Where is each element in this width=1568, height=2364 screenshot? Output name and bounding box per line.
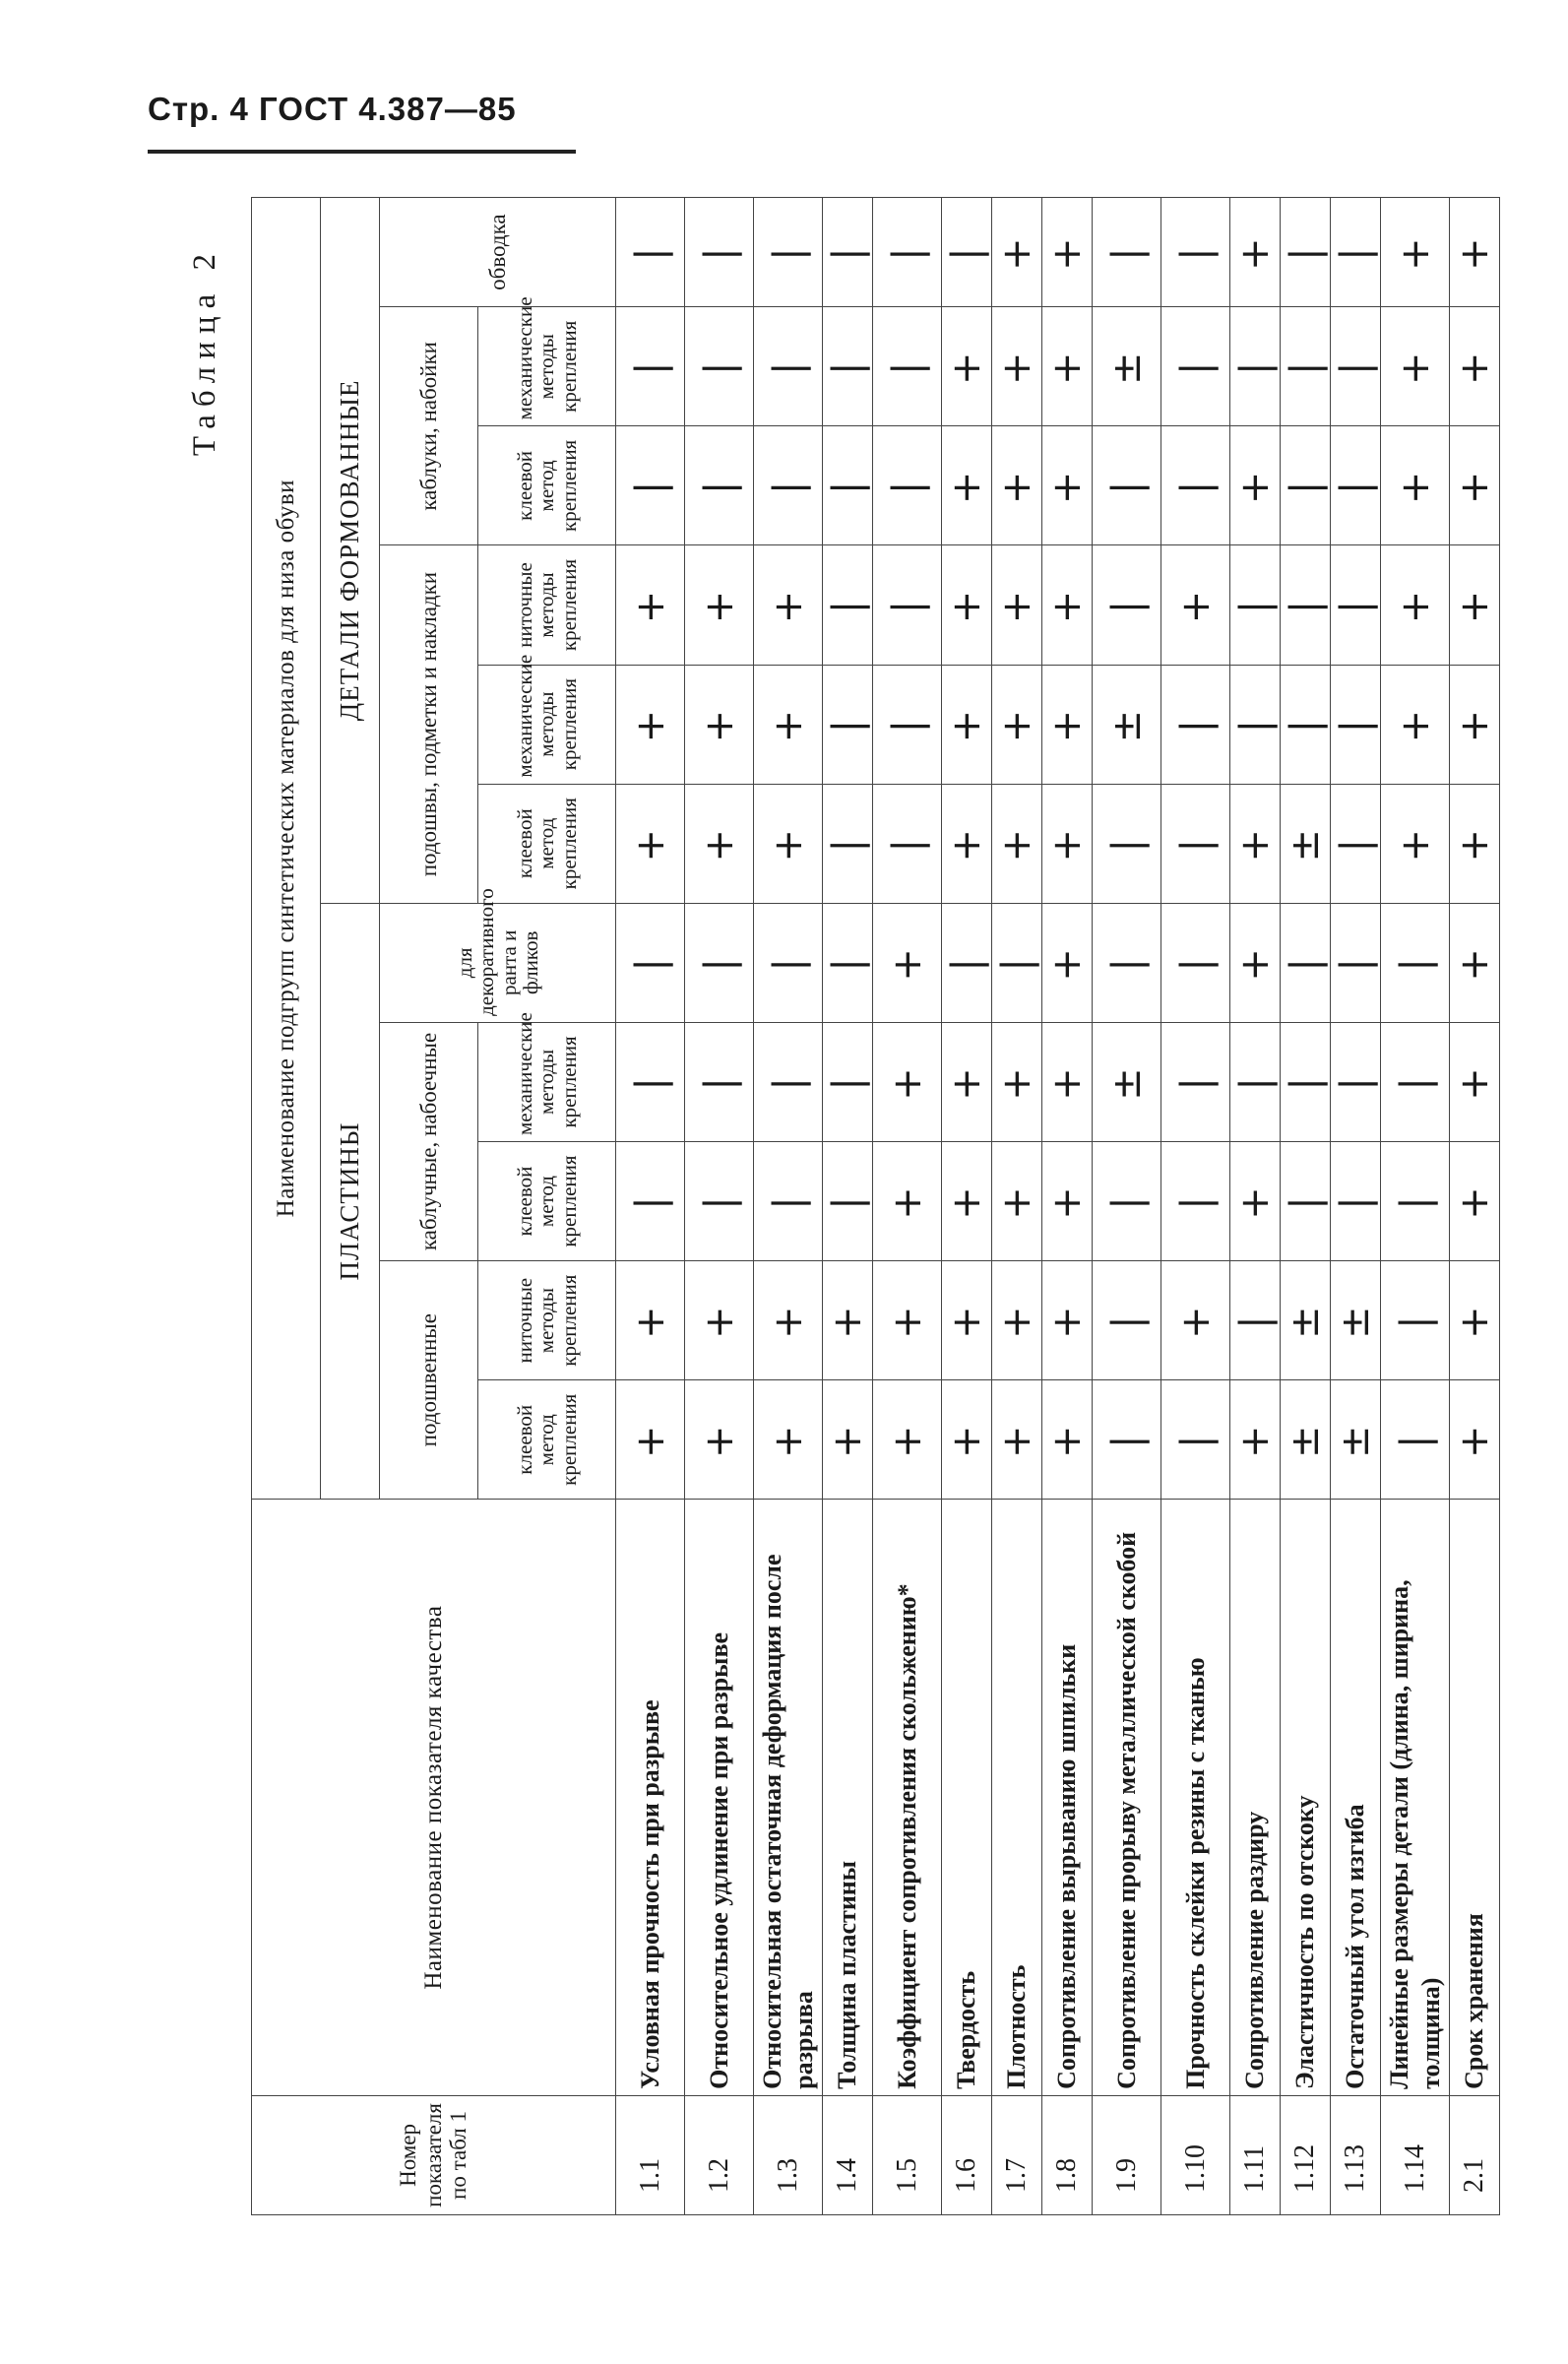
row-mark: + bbox=[942, 665, 992, 784]
row-mark: | bbox=[1230, 1261, 1281, 1380]
row-mark: + bbox=[823, 1261, 873, 1380]
row-indicator-name: Сопротивление вырыванию шпильки bbox=[1042, 1500, 1093, 2096]
row-mark: | bbox=[1161, 307, 1230, 426]
row-mark: + bbox=[754, 665, 823, 784]
header-glue-2: клеевой метод крепления bbox=[478, 1141, 616, 1260]
row-mark: + bbox=[992, 1141, 1042, 1260]
row-mark: | bbox=[1230, 665, 1281, 784]
row-mark: | bbox=[823, 426, 873, 545]
row-mark: | bbox=[1381, 1141, 1450, 1260]
row-indicator-name: Толщина пластины bbox=[823, 1500, 873, 2096]
row-mark: + bbox=[992, 426, 1042, 545]
header-index: Номер показателя по табл 1 bbox=[252, 2095, 616, 2214]
row-number: 1.4 bbox=[823, 2095, 873, 2214]
row-mark: + bbox=[1381, 307, 1450, 426]
header-glue-3: клеевой метод крепления bbox=[478, 784, 616, 903]
row-number: 1.11 bbox=[1230, 2095, 1281, 2214]
row-mark: + bbox=[942, 426, 992, 545]
row-mark: + bbox=[873, 1261, 942, 1380]
row-mark: + bbox=[1042, 426, 1093, 545]
row-mark: + bbox=[1450, 1022, 1500, 1141]
row-mark: + bbox=[942, 784, 992, 903]
row-mark: | bbox=[1161, 426, 1230, 545]
row-mark: | bbox=[754, 1141, 823, 1260]
row-mark: | bbox=[616, 198, 685, 307]
row-mark: | bbox=[942, 198, 992, 307]
header-thread-3: ниточные методы крепления bbox=[478, 545, 616, 665]
row-mark: + bbox=[1042, 784, 1093, 903]
row-mark: | bbox=[1281, 903, 1331, 1022]
row-number: 2.1 bbox=[1450, 2095, 1500, 2214]
row-mark: + bbox=[1381, 545, 1450, 665]
row-mark: + bbox=[942, 1141, 992, 1260]
row-mark: | bbox=[1331, 545, 1381, 665]
row-mark: | bbox=[1093, 784, 1161, 903]
row-indicator-name: Сопротивление прорыву металлической скобой bbox=[1093, 1500, 1161, 2096]
row-mark: | bbox=[1331, 426, 1381, 545]
row-mark: | bbox=[1093, 903, 1161, 1022]
row-mark: | bbox=[1161, 1141, 1230, 1260]
row-indicator-name: Остаточный угол изгиба bbox=[1331, 1500, 1381, 2096]
row-mark: | bbox=[616, 1022, 685, 1141]
row-mark: ± bbox=[1281, 784, 1331, 903]
row-number: 1.2 bbox=[685, 2095, 754, 2214]
row-mark: | bbox=[1281, 198, 1331, 307]
row-mark: | bbox=[1161, 198, 1230, 307]
row-indicator-name: Прочность склейки резины с тканью bbox=[1161, 1500, 1230, 2096]
row-mark: + bbox=[942, 1022, 992, 1141]
row-mark: + bbox=[1450, 1261, 1500, 1380]
row-mark: | bbox=[1093, 1141, 1161, 1260]
row-mark: + bbox=[1230, 784, 1281, 903]
row-mark: | bbox=[1281, 1141, 1331, 1260]
row-mark: + bbox=[1042, 1022, 1093, 1141]
table-row bbox=[1161, 198, 1230, 2215]
header-rim: обводка bbox=[380, 198, 616, 307]
row-mark: + bbox=[1042, 665, 1093, 784]
row-mark: | bbox=[685, 1022, 754, 1141]
row-number: 1.13 bbox=[1331, 2095, 1381, 2214]
table-row bbox=[873, 198, 942, 2215]
row-number: 1.6 bbox=[942, 2095, 992, 2214]
row-mark: | bbox=[873, 426, 942, 545]
row-mark: + bbox=[685, 1261, 754, 1380]
row-mark: | bbox=[1331, 665, 1381, 784]
row-mark: | bbox=[685, 198, 754, 307]
row-mark: | bbox=[1093, 545, 1161, 665]
row-mark: + bbox=[942, 545, 992, 665]
table-row bbox=[823, 198, 873, 2215]
row-mark: | bbox=[873, 198, 942, 307]
header-soles: подошвы, подметки и накладки bbox=[380, 545, 478, 903]
row-mark: | bbox=[942, 903, 992, 1022]
row-mark: | bbox=[616, 903, 685, 1022]
row-mark: | bbox=[616, 1141, 685, 1260]
row-mark: + bbox=[685, 1380, 754, 1500]
table-row bbox=[1093, 198, 1161, 2215]
row-number: 1.8 bbox=[1042, 2095, 1093, 2214]
row-mark: | bbox=[992, 903, 1042, 1022]
row-mark: + bbox=[992, 1261, 1042, 1380]
quality-table bbox=[251, 197, 1500, 2215]
row-mark: + bbox=[1450, 1380, 1500, 1500]
row-mark: + bbox=[992, 198, 1042, 307]
row-mark: + bbox=[685, 784, 754, 903]
row-mark: + bbox=[942, 1261, 992, 1380]
row-mark: | bbox=[1093, 426, 1161, 545]
row-mark: ± bbox=[1281, 1261, 1331, 1380]
row-mark: + bbox=[1042, 307, 1093, 426]
row-mark: | bbox=[823, 903, 873, 1022]
row-mark: + bbox=[1230, 1380, 1281, 1500]
table-row bbox=[1381, 198, 1450, 2215]
row-number: 1.7 bbox=[992, 2095, 1042, 2214]
row-mark: | bbox=[1230, 545, 1281, 665]
row-mark: | bbox=[823, 545, 873, 665]
row-mark: + bbox=[616, 545, 685, 665]
row-mark: + bbox=[616, 784, 685, 903]
row-mark: | bbox=[1381, 1261, 1450, 1380]
row-mark: + bbox=[1230, 903, 1281, 1022]
row-mark: | bbox=[1281, 307, 1331, 426]
row-mark: + bbox=[873, 1380, 942, 1500]
header-heel-plates: каблучные, набоечные bbox=[380, 1022, 478, 1260]
row-mark: + bbox=[873, 903, 942, 1022]
row-mark: + bbox=[754, 545, 823, 665]
row-mark: + bbox=[1230, 1141, 1281, 1260]
row-mark: + bbox=[942, 307, 992, 426]
row-mark: + bbox=[992, 784, 1042, 903]
row-number: 1.10 bbox=[1161, 2095, 1230, 2214]
table-row bbox=[685, 198, 754, 2215]
row-mark: + bbox=[1042, 903, 1093, 1022]
row-mark: + bbox=[823, 1380, 873, 1500]
row-mark: | bbox=[823, 198, 873, 307]
row-mark: | bbox=[1093, 1261, 1161, 1380]
table-caption: Таблица 2 bbox=[187, 246, 222, 457]
header-decorative: для декоративного ранта и фликов bbox=[380, 903, 616, 1022]
row-mark: ± bbox=[1093, 307, 1161, 426]
row-indicator-name: Линейные размеры детали (длина, ширина, толщина) bbox=[1381, 1500, 1450, 2096]
table-row bbox=[942, 198, 992, 2215]
table-row bbox=[1042, 198, 1093, 2215]
row-mark: + bbox=[992, 1380, 1042, 1500]
row-mark: + bbox=[1450, 665, 1500, 784]
row-number: 1.14 bbox=[1381, 2095, 1450, 2214]
row-mark: | bbox=[823, 1141, 873, 1260]
row-mark: | bbox=[1230, 1022, 1281, 1141]
row-indicator-name: Эластичность по отскоку bbox=[1281, 1500, 1331, 2096]
row-number: 1.9 bbox=[1093, 2095, 1161, 2214]
row-mark: + bbox=[1230, 426, 1281, 545]
page-header bbox=[148, 91, 576, 154]
row-mark: + bbox=[1230, 198, 1281, 307]
header-group: Наименование подгрупп синтетических материалов для низа обуви bbox=[252, 198, 321, 1500]
row-number: 1.12 bbox=[1281, 2095, 1331, 2214]
row-mark: | bbox=[1381, 1022, 1450, 1141]
row-mark: + bbox=[873, 1141, 942, 1260]
row-mark: + bbox=[616, 665, 685, 784]
row-mark: | bbox=[873, 784, 942, 903]
row-mark: | bbox=[1331, 1141, 1381, 1260]
row-mark: + bbox=[1042, 198, 1093, 307]
row-mark: + bbox=[942, 1380, 992, 1500]
row-mark: | bbox=[1381, 903, 1450, 1022]
row-mark: ± bbox=[1281, 1380, 1331, 1500]
row-mark: + bbox=[754, 1261, 823, 1380]
row-mark: + bbox=[1042, 1261, 1093, 1380]
row-mark: + bbox=[873, 1022, 942, 1141]
header-name: Наименование показателя качества bbox=[252, 1500, 616, 2096]
row-mark: | bbox=[823, 665, 873, 784]
row-mark: | bbox=[1161, 784, 1230, 903]
table-row bbox=[992, 198, 1042, 2215]
row-mark: + bbox=[1450, 1141, 1500, 1260]
row-mark: | bbox=[1230, 307, 1281, 426]
row-mark: | bbox=[823, 1022, 873, 1141]
row-mark: + bbox=[1042, 545, 1093, 665]
row-mark: + bbox=[992, 1022, 1042, 1141]
row-mark: | bbox=[873, 545, 942, 665]
header-glue-1: клеевой метод крепления bbox=[478, 1380, 616, 1500]
row-mark: + bbox=[1042, 1141, 1093, 1260]
row-mark: + bbox=[1381, 784, 1450, 903]
row-indicator-name: Относительная остаточная деформация после разрыва bbox=[754, 1500, 823, 2096]
header-thread-1: ниточные методы крепления bbox=[478, 1261, 616, 1380]
row-mark: + bbox=[1381, 198, 1450, 307]
row-mark: | bbox=[1161, 1022, 1230, 1141]
row-mark: | bbox=[1331, 198, 1381, 307]
row-mark: | bbox=[873, 307, 942, 426]
row-mark: + bbox=[1450, 903, 1500, 1022]
table-row bbox=[1230, 198, 1281, 2215]
page-header-text: Стр. 4 ГОСТ 4.387—85 bbox=[148, 91, 517, 127]
row-mark: | bbox=[1161, 665, 1230, 784]
header-sole-plates: подошвенные bbox=[380, 1261, 478, 1500]
row-mark: + bbox=[1450, 545, 1500, 665]
row-mark: | bbox=[1331, 903, 1381, 1022]
row-mark: | bbox=[754, 903, 823, 1022]
row-mark: + bbox=[754, 1380, 823, 1500]
row-mark: | bbox=[685, 903, 754, 1022]
row-mark: | bbox=[754, 198, 823, 307]
row-mark: + bbox=[1450, 426, 1500, 545]
row-mark: | bbox=[1381, 1380, 1450, 1500]
header-mech-2: механические методы крепления bbox=[478, 1022, 616, 1141]
row-mark: | bbox=[1331, 307, 1381, 426]
row-number: 1.3 bbox=[754, 2095, 823, 2214]
row-mark: | bbox=[823, 784, 873, 903]
row-mark: | bbox=[1281, 545, 1331, 665]
row-mark: + bbox=[1450, 784, 1500, 903]
header-mech-4: механические методы крепления bbox=[478, 307, 616, 426]
row-mark: | bbox=[685, 1141, 754, 1260]
row-mark: + bbox=[1161, 545, 1230, 665]
row-mark: | bbox=[616, 426, 685, 545]
row-mark: | bbox=[754, 426, 823, 545]
table-row bbox=[1281, 198, 1331, 2215]
row-mark: | bbox=[1331, 1022, 1381, 1141]
row-mark: | bbox=[1093, 1380, 1161, 1500]
row-mark: + bbox=[685, 665, 754, 784]
row-mark: + bbox=[754, 784, 823, 903]
row-mark: + bbox=[1381, 665, 1450, 784]
row-mark: | bbox=[754, 1022, 823, 1141]
row-mark: + bbox=[1161, 1261, 1230, 1380]
row-mark: + bbox=[992, 307, 1042, 426]
row-number: 1.5 bbox=[873, 2095, 942, 2214]
row-indicator-name: Твердость bbox=[942, 1500, 992, 2096]
rotated-table-block bbox=[187, 197, 1501, 2215]
table-row bbox=[754, 198, 823, 2215]
row-mark: | bbox=[1281, 665, 1331, 784]
row-indicator-name: Коэффициент сопротивления скольжению* bbox=[873, 1500, 942, 2096]
row-mark: + bbox=[1450, 198, 1500, 307]
row-mark: + bbox=[1042, 1380, 1093, 1500]
row-mark: | bbox=[823, 307, 873, 426]
row-mark: | bbox=[616, 307, 685, 426]
row-mark: + bbox=[616, 1380, 685, 1500]
row-mark: + bbox=[616, 1261, 685, 1380]
row-mark: | bbox=[1161, 1380, 1230, 1500]
row-mark: | bbox=[1331, 784, 1381, 903]
row-mark: ± bbox=[1331, 1380, 1381, 1500]
row-mark: + bbox=[992, 545, 1042, 665]
row-mark: | bbox=[1281, 426, 1331, 545]
row-mark: ± bbox=[1093, 1022, 1161, 1141]
row-mark: + bbox=[685, 545, 754, 665]
header-plates: ПЛАСТИНЫ bbox=[321, 903, 380, 1500]
row-mark: + bbox=[1450, 307, 1500, 426]
row-indicator-name: Относительное удлинение при разрыве bbox=[685, 1500, 754, 2096]
row-mark: | bbox=[685, 307, 754, 426]
row-number: 1.1 bbox=[616, 2095, 685, 2214]
row-indicator-name: Условная прочность при разрыве bbox=[616, 1500, 685, 2096]
row-mark: | bbox=[1161, 903, 1230, 1022]
row-mark: | bbox=[754, 307, 823, 426]
header-glue-4: клеевой метод крепления bbox=[478, 426, 616, 545]
header-heels: каблуки, набойки bbox=[380, 307, 478, 545]
row-mark: | bbox=[1281, 1022, 1331, 1141]
table-row bbox=[1331, 198, 1381, 2215]
table-row bbox=[1450, 198, 1500, 2215]
row-mark: ± bbox=[1093, 665, 1161, 784]
header-molded: ДЕТАЛИ ФОРМОВАННЫЕ bbox=[321, 198, 380, 904]
row-mark: | bbox=[685, 426, 754, 545]
row-indicator-name: Сопротивление раздиру bbox=[1230, 1500, 1281, 2096]
row-mark: + bbox=[992, 665, 1042, 784]
row-indicator-name: Срок хранения bbox=[1450, 1500, 1500, 2096]
header-mech-3: механические методы крепления bbox=[478, 665, 616, 784]
row-mark: + bbox=[1381, 426, 1450, 545]
row-indicator-name: Плотность bbox=[992, 1500, 1042, 2096]
row-mark: ± bbox=[1331, 1261, 1381, 1380]
table-row bbox=[616, 198, 685, 2215]
row-mark: | bbox=[873, 665, 942, 784]
row-mark: | bbox=[1093, 198, 1161, 307]
